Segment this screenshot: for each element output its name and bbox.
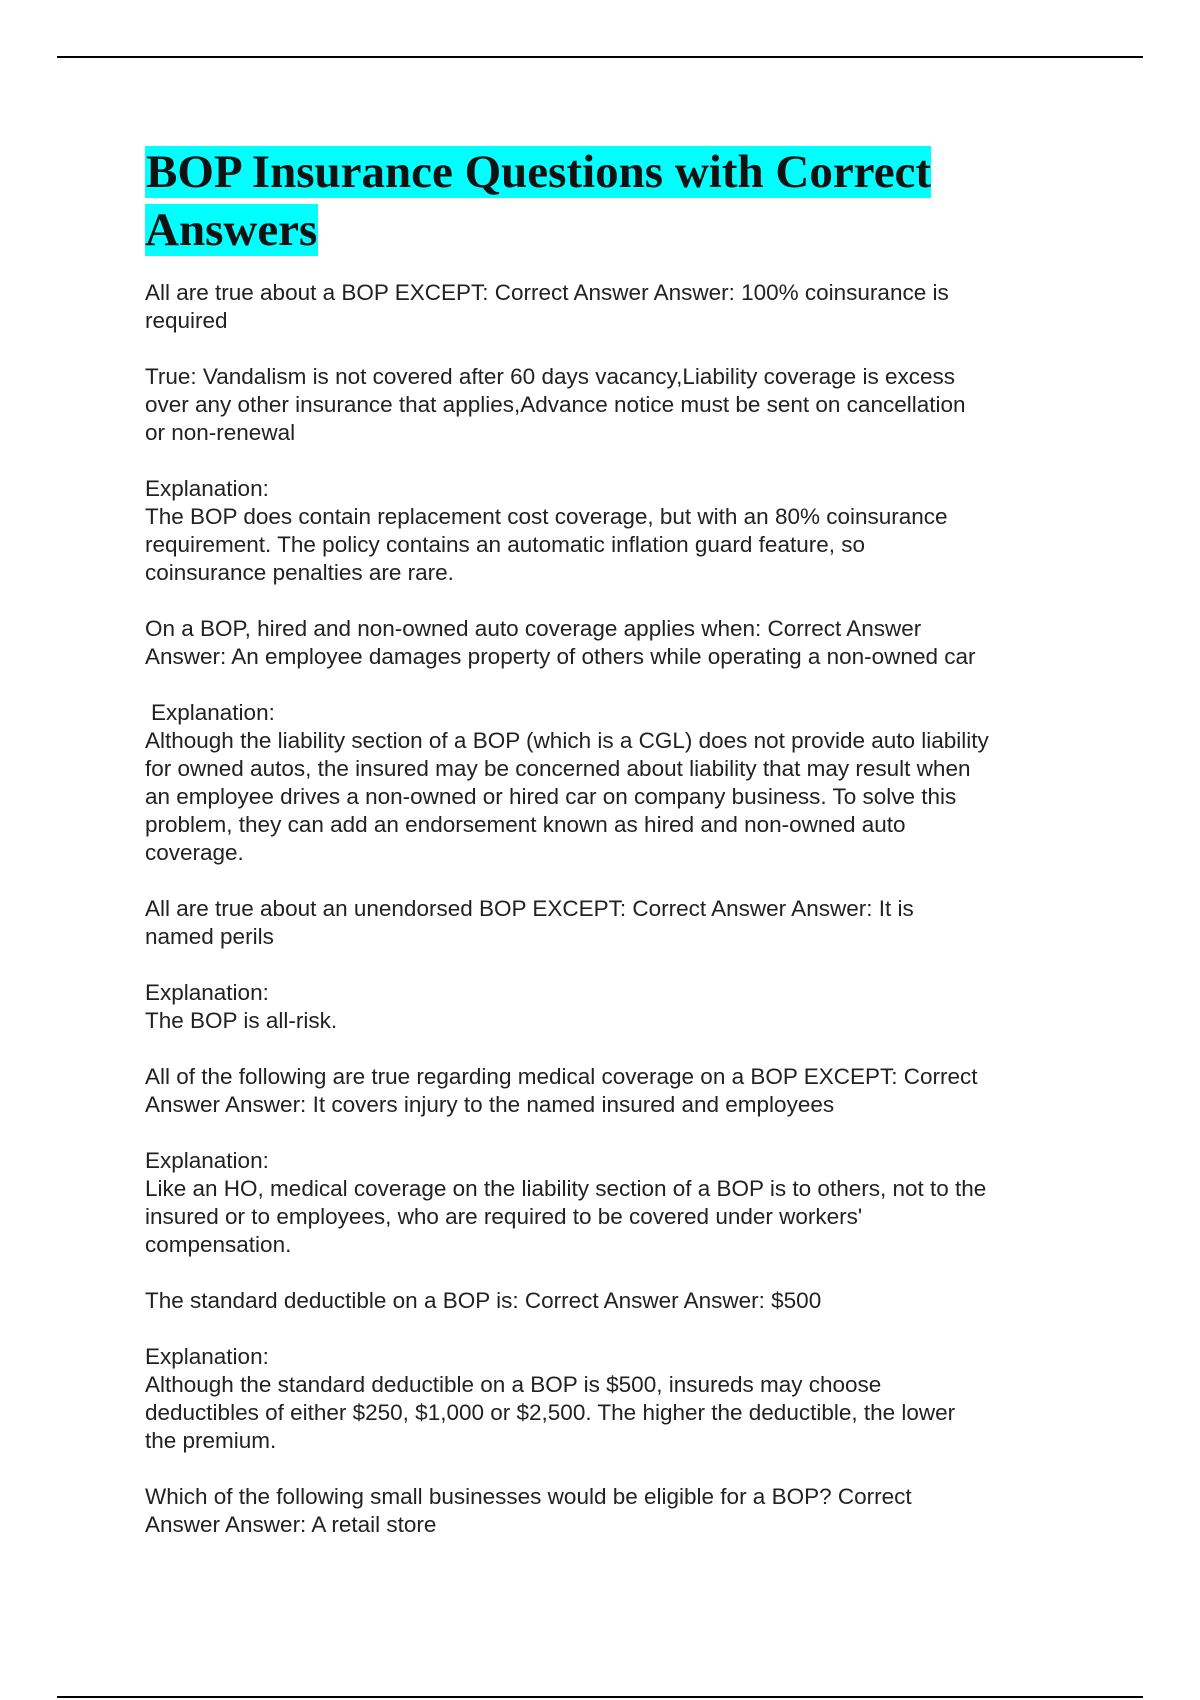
title-highlight: BOP Insurance Questions with Correct Answers bbox=[145, 146, 932, 256]
question-6: Which of the following small businesses would be eligible for a BOP? Correct Answer Answer: A retail store bbox=[145, 1484, 912, 1537]
question-4: All of the following are true regarding medical coverage on a BOP EXCEPT: Correct Answer Answer: It covers injury to the named insured and employees bbox=[145, 1064, 978, 1117]
question-5: The standard deductible on a BOP is: Correct Answer Answer: $500 bbox=[145, 1288, 822, 1313]
footer-rule bbox=[57, 1696, 1143, 1698]
header-rule bbox=[57, 56, 1143, 58]
explanation-2: Explanation: Although the liability section of a BOP (which is a CGL) does not provide auto liability for owned autos, the insured may be concerned about liability that may result when an employee drives a non-owned or hired car on company business. To solve this problem, they can add an endorsement known as hired and non-owned auto coverage. bbox=[145, 700, 989, 865]
true-statements-1: True: Vandalism is not covered after 60 days vacancy,Liability coverage is excess over any other insurance that applies,Advance notice must be sent on cancellation or non-renewal bbox=[145, 364, 966, 445]
question-2: On a BOP, hired and non-owned auto coverage applies when: Correct Answer Answer: An employee damages property of others while operating a non-owned car bbox=[145, 616, 976, 669]
qa-list bbox=[145, 279, 1065, 1539]
document-body bbox=[145, 143, 1065, 1567]
question-1: All are true about a BOP EXCEPT: Correct Answer Answer: 100% coinsurance is required bbox=[145, 280, 949, 333]
explanation-1: Explanation: The BOP does contain replacement cost coverage, but with an 80% coinsurance requirement. The policy contains an automatic inflation guard feature, so coinsurance penalties are rare. bbox=[145, 476, 948, 585]
explanation-3: Explanation: The BOP is all-risk. bbox=[145, 980, 338, 1033]
document-title bbox=[145, 143, 1065, 259]
question-3: All are true about an unendorsed BOP EXCEPT: Correct Answer Answer: It is named perils bbox=[145, 896, 914, 949]
explanation-4: Explanation: Like an HO, medical coverage on the liability section of a BOP is to others, not to the insured or to employees, who are required to be covered under workers' compensation. bbox=[145, 1148, 987, 1257]
explanation-5: Explanation: Although the standard deductible on a BOP is $500, insureds may choose deductibles of either $250, $1,000 or $2,500. The higher the deductible, the lower the premium. bbox=[145, 1344, 956, 1453]
